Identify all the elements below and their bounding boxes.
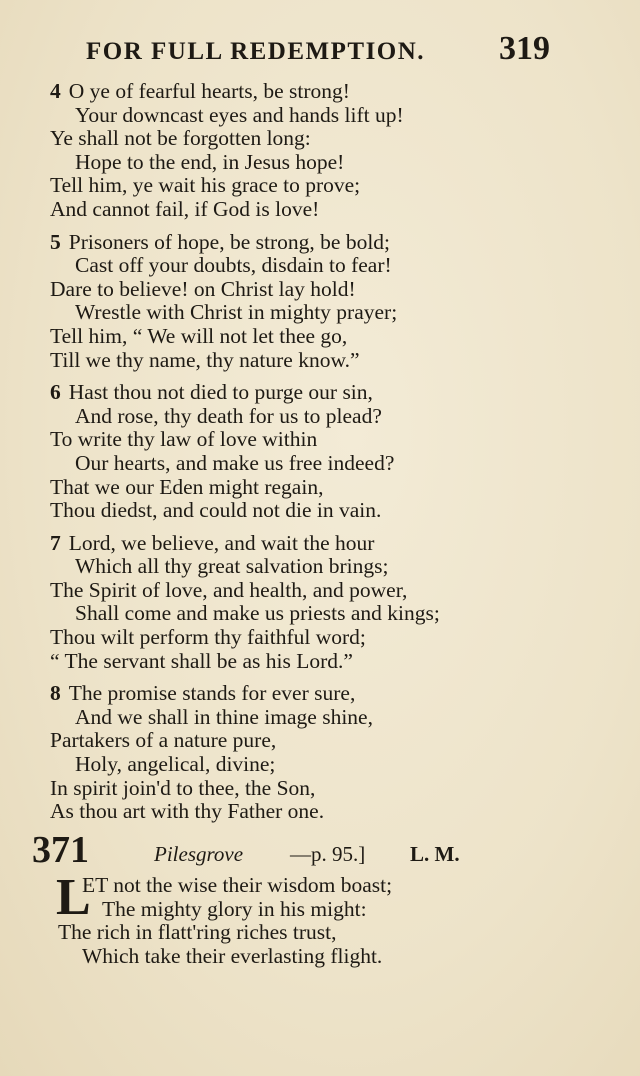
hymn-line: The mighty glory in his might: [102, 896, 367, 921]
page-number: 319 [499, 30, 550, 67]
running-header [86, 30, 556, 74]
stanza-line: Thou wilt perform thy faithful word; [50, 625, 366, 650]
hymn-line: The rich in flatt'ring riches trust, [58, 920, 337, 945]
hymn-meter: L. M. [410, 842, 460, 866]
stanza-line: In spirit join'd to thee, the Son, [50, 775, 316, 800]
stanza-number: 6 [50, 380, 61, 405]
stanza-line: “ The servant shall be as his Lord.” [50, 648, 353, 673]
stanza-line: And rose, thy death for us to plead? [75, 403, 382, 428]
stanza-line: Hope to the end, in Jesus hope! [75, 149, 345, 174]
stanza-8 [50, 682, 610, 824]
stanza-number: 7 [50, 530, 61, 555]
stanza-line: Which all thy great salvation brings; [75, 554, 389, 579]
hymn-header [32, 828, 492, 872]
stanza-list [50, 80, 610, 833]
stanza-line: And cannot fail, if God is love! [50, 196, 320, 221]
stanza-line: Tell him, “ We will not let thee go, [50, 323, 348, 348]
stanza-6 [50, 381, 610, 523]
stanza-line: Wrestle with Christ in mighty prayer; [75, 300, 398, 325]
stanza-line: 5 Prisoners of hope, be strong, be bold; [50, 229, 391, 254]
drop-cap: L [56, 869, 91, 926]
tune-page-reference: —p. 95.] [290, 842, 366, 866]
stanza-line: 6 Hast thou not died to purge our sin, [50, 380, 373, 405]
hymn-371-text [56, 869, 598, 968]
tune-name: Pilesgrove [154, 842, 244, 866]
stanza-4 [50, 80, 610, 222]
stanza-line: Dare to believe! on Christ lay hold! [50, 276, 356, 301]
stanza-line: Till we thy name, thy nature know.” [50, 347, 360, 372]
stanza-line: That we our Eden might regain, [50, 474, 324, 499]
stanza-line: Thou diedst, and could not die in vain. [50, 498, 382, 523]
stanza-line: Cast off your doubts, disdain to fear! [75, 253, 392, 278]
stanza-line: 7 Lord, we believe, and wait the hour [50, 530, 375, 555]
stanza-number: 5 [50, 229, 61, 254]
hymn-line: Which take their everlasting flight. [82, 943, 383, 968]
hymn-line: ET not the wise their wisdom boast; [82, 873, 393, 897]
header-title: FOR FULL REDEMPTION. [86, 38, 426, 65]
stanza-line: Ye shall not be forgotten long: [50, 126, 311, 151]
hymn-number: 371 [32, 829, 89, 871]
stanza-line: Our hearts, and make us free indeed? [75, 450, 395, 475]
stanza-line: As thou art with thy Father one. [50, 799, 325, 824]
stanza-line: Your downcast eyes and hands lift up! [75, 102, 404, 127]
stanza-line: Partakers of a nature pure, [50, 728, 277, 753]
stanza-line: Tell him, ye wait his grace to prove; [50, 173, 361, 198]
stanza-line: Holy, angelical, divine; [75, 752, 276, 777]
stanza-line: To write thy law of love within [50, 427, 318, 452]
stanza-number: 4 [50, 79, 61, 103]
stanza-line: And we shall in thine image shine, [75, 704, 373, 729]
stanza-line: Shall come and make us priests and kings; [75, 601, 440, 626]
stanza-7 [50, 532, 610, 674]
stanza-line: 4 O ye of fearful hearts, be strong! [50, 79, 350, 103]
stanza-line: The Spirit of love, and health, and power, [50, 577, 408, 602]
stanza-5 [50, 231, 610, 373]
stanza-number: 8 [50, 681, 61, 706]
stanza-line: 8 The promise stands for ever sure, [50, 681, 356, 706]
